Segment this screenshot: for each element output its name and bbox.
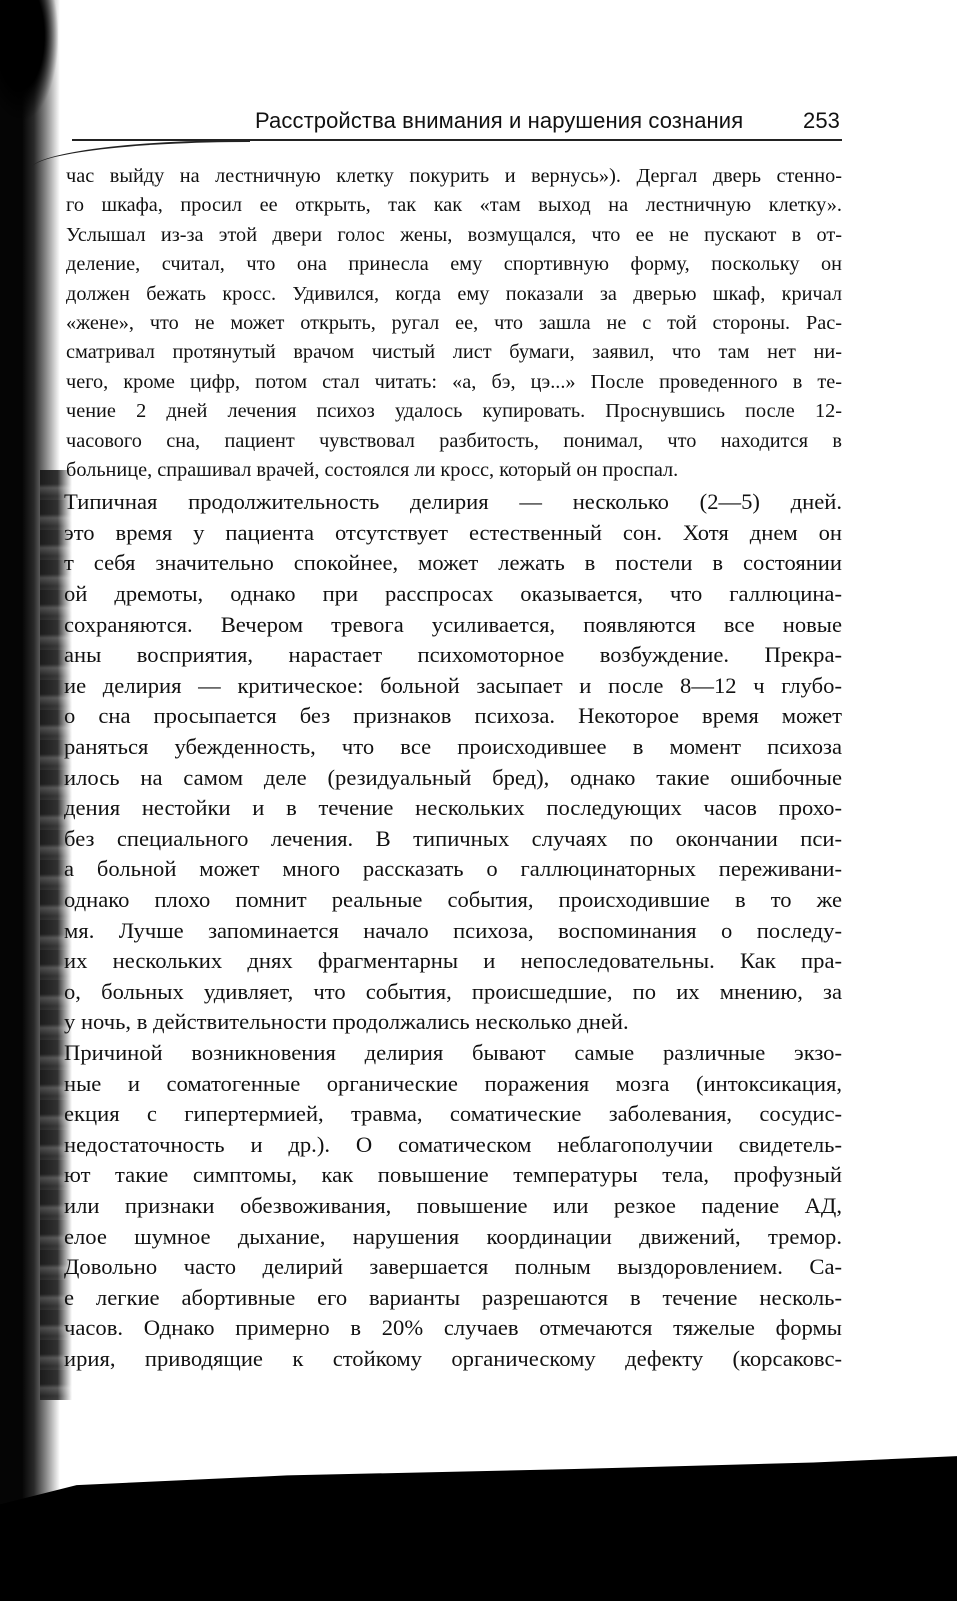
text-line: деление, считал, что она принесла ему спортивную форму, поскольку он [66, 253, 842, 276]
text-line: го шкафа, просил ее открыть, так как «там выход на лестничную клетку». [66, 194, 842, 217]
text-line: чение 2 дней лечения психоз удалось купировать. Проснувшись после 12- [66, 400, 842, 423]
text-line: о сна просыпается без признаков психоза. Некоторое время может [64, 703, 842, 729]
page-text [64, 162, 842, 1375]
text-line: мя. Лучше запоминается начало психоза, воспоминания о последу- [64, 917, 842, 943]
text-line: это время у пациента отсутствует естественный сон. Хотя днем он [64, 519, 842, 545]
text-line: дения нестойки и в течение нескольких последующих часов прохо- [64, 795, 842, 821]
text-line: сматривал протянутый врачом чистый лист бумаги, заявил, что там нет ни- [66, 341, 842, 364]
running-title: Расстройства внимания и нарушения сознания [255, 108, 744, 133]
text-line: е легкие абортивные его варианты разрешаются в течение несколь- [64, 1284, 842, 1310]
text-line: сохраняются. Вечером тревога усиливается, появляются все новые [64, 611, 842, 637]
text-line: больнице, спрашивал врачей, состоялся ли кросс, который он проспал. [66, 458, 679, 481]
text-line: часового сна, пациент чувствовал разбитость, понимал, что находится в [66, 429, 842, 452]
text-line: а больной может много рассказать о галлюцинаторных переживани- [64, 856, 842, 882]
text-line: т себя значительно спокойнее, может лежать в постели в состоянии [64, 550, 842, 576]
text-line: чего, кроме цифр, потом стал читать: «а, бэ, цэ...» После проведенного в те- [66, 370, 842, 393]
text-line: ют такие симптомы, как повышение температуры тела, профузный [64, 1162, 842, 1188]
case-example [66, 162, 842, 485]
text-line: Типичная продолжительность делирия — несколько (2—5) дней. [64, 489, 842, 515]
text-line: Довольно часто делирий завершается полным выздоровлением. Са- [64, 1254, 842, 1280]
text-line: у ночь, в действительности продолжались несколько дней. [64, 1009, 629, 1035]
text-line: часов. Однако примерно в 20% случаев отмечаются тяжелые формы [64, 1315, 842, 1341]
scan-shadow-bottom [0, 1440, 957, 1601]
text-line: ирия, приводящие к стойкому органическому дефекту (корсаковс- [64, 1345, 842, 1371]
text-line: должен бежать кросс. Удивился, когда ему показали за дверью шкаф, кричал [66, 282, 842, 305]
text-line: Услышал из-за этой двери голос жены, возмущался, что ее не пускают в от- [66, 223, 842, 246]
text-line: елое шумное дыхание, нарушения координации движений, тремор. [64, 1223, 842, 1249]
text-line: раняться убежденность, что все происходившее в момент психоза [64, 734, 842, 760]
text-line: без специального лечения. В типичных случаях по окончании пси- [64, 825, 842, 851]
text-line: о, больных удивляет, что события, происшедшие, по их мнению, за [64, 978, 842, 1004]
text-line: однако плохо помнит реальные события, происходившие в то же [64, 887, 842, 913]
text-line: ой дремоты, однако при расспросах оказывается, что галлюцина- [64, 581, 842, 607]
text-line: час выйду на лестничную клетку покурить и вернусь»). Дергал дверь стенно- [66, 165, 842, 187]
text-line: Причиной возникновения делирия бывают самые различные экзо- [64, 1039, 842, 1065]
text-line: их нескольких днях фрагментарны и непоследовательны. Как пра- [64, 948, 842, 974]
text-line: ие делирия — критическое: больной засыпает и после 8—12 ч глубо- [64, 672, 842, 698]
text-line: «жене», что не может открыть, ругал ее, что зашла не с той стороны. Рас- [66, 311, 842, 334]
text-line: аны восприятия, нарастает психомоторное возбуждение. Прекра- [64, 642, 842, 668]
text-line: илось на самом деле (резидуальный бред), однако такие ошибочные [64, 764, 842, 790]
main-text [64, 487, 842, 1374]
text-line: ные и соматогенные органические поражения мозга (интоксикация, [64, 1070, 842, 1096]
text-line: или признаки обезвоживания, повышение или резкое падение АД, [64, 1192, 842, 1218]
text-line: недостаточность и др.). О соматическом неблагополучии свидетель- [64, 1131, 842, 1157]
running-head [250, 106, 842, 136]
text-line: екция с гипертермией, травма, соматические заболевания, сосудис- [64, 1101, 842, 1127]
page-number: 253 [802, 108, 840, 133]
scan-blot-top-left [0, 0, 58, 120]
